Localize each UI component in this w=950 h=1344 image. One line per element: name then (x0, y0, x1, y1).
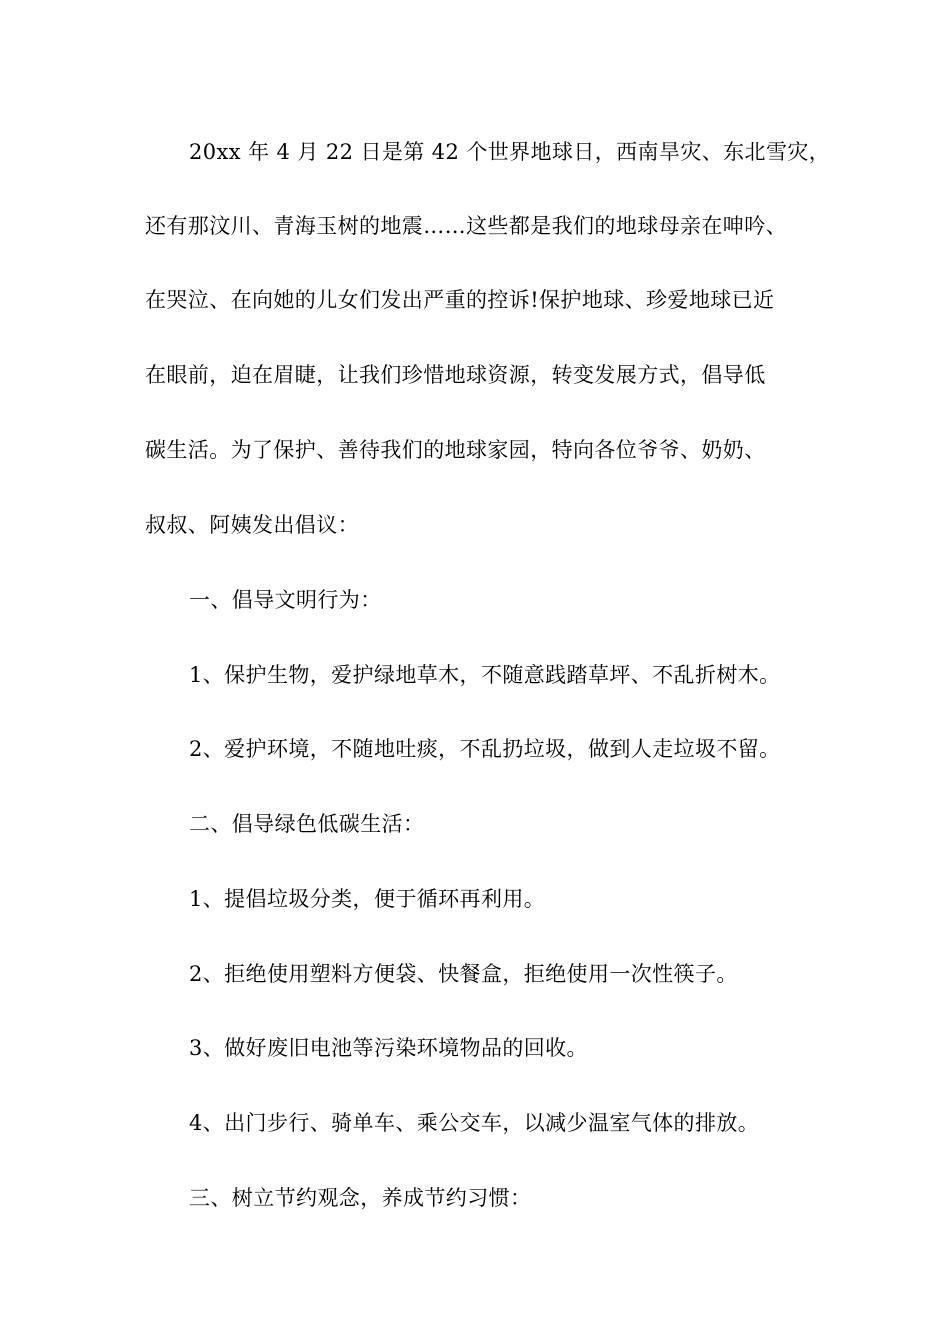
section-heading: 二、倡导绿色低碳生活： (189, 812, 425, 836)
list-item: 3、做好废旧电池等污染环境物品的回收。 (189, 1036, 588, 1060)
paragraph-line: 叔叔、阿姨发出倡议： (145, 513, 359, 537)
list-item: 2、拒绝使用塑料方便袋、快餐盒，拒绝使用一次性筷子。 (189, 962, 738, 986)
list-item: 1、提倡垃圾分类，便于循环再利用。 (189, 887, 546, 911)
paragraph-line: 还有那汶川、青海玉树的地震……这些都是我们的地球母亲在呻吟、 (145, 214, 787, 238)
section-heading: 一、倡导文明行为： (189, 588, 382, 612)
section-heading: 三、树立节约观念，养成节约习惯： (189, 1186, 532, 1210)
paragraph-line: 碳生活。为了保护、善待我们的地球家园，特向各位爷爷、奶奶、 (145, 438, 766, 462)
paragraph-line: 在眼前，迫在眉睫，让我们珍惜地球资源，转变发展方式，倡导低 (145, 363, 766, 387)
list-item: 1、保护生物，爱护绿地草木，不随意践踏草坪、不乱折树木。 (189, 663, 781, 687)
list-item: 4、出门步行、骑单车、乘公交车，以减少温室气体的排放。 (189, 1111, 760, 1135)
list-item: 2、爱护环境，不随地吐痰，不乱扔垃圾，做到人走垃圾不留。 (189, 737, 781, 761)
paragraph-line: 20xx 年 4 月 22 日是第 42 个世界地球日，西南旱灾、东北雪灾， (189, 140, 831, 164)
paragraph-line: 在哭泣、在向她的儿女们发出严重的控诉!保护地球、珍爱地球已近 (145, 288, 775, 312)
